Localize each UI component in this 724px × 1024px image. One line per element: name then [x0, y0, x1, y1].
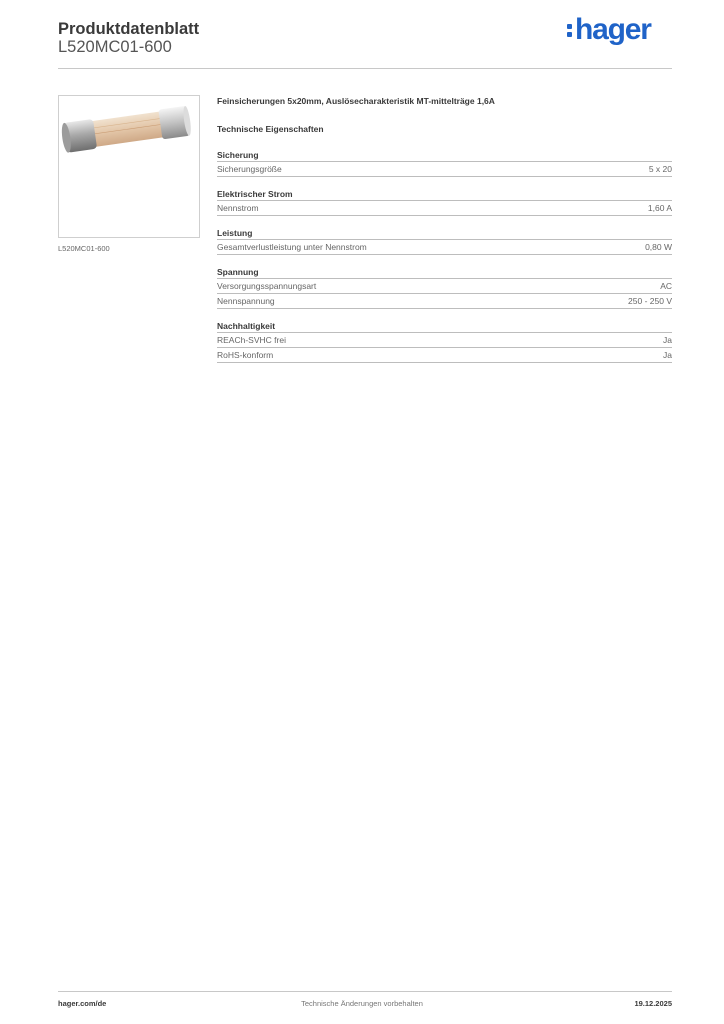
table-row — [217, 279, 672, 294]
row-value: Ja — [663, 335, 672, 345]
table-row — [217, 294, 672, 309]
header-divider — [58, 68, 672, 69]
row-label: Nennspannung — [217, 296, 275, 306]
group-title: Nachhaltigkeit — [217, 321, 672, 333]
footer-notice: Technische Änderungen vorbehalten — [301, 999, 423, 1008]
group-title: Spannung — [217, 267, 672, 279]
row-label: RoHS-konform — [217, 350, 274, 360]
footer-website-link[interactable]: hager.com/de — [58, 999, 107, 1008]
section-title: Technische Eigenschaften — [217, 124, 324, 134]
row-value: AC — [660, 281, 672, 291]
product-code: L520MC01-600 — [58, 38, 172, 56]
row-value: 1,60 A — [647, 203, 672, 213]
image-caption: L520MC01-600 — [58, 244, 110, 253]
table-row — [217, 240, 672, 255]
table-row — [217, 348, 672, 363]
row-label: Versorgungsspannungsart — [217, 281, 317, 291]
logo-dots-icon — [567, 20, 573, 38]
group-spannung — [217, 267, 672, 309]
product-details — [217, 96, 672, 375]
group-title: Leistung — [217, 228, 672, 240]
group-nachhaltigkeit — [217, 321, 672, 363]
product-image-frame — [58, 95, 200, 238]
brand-logo — [567, 13, 651, 47]
row-label: Nennstrom — [217, 203, 259, 213]
group-title: Elektrischer Strom — [217, 189, 672, 201]
footer-divider — [58, 991, 672, 992]
group-title: Sicherung — [217, 150, 672, 162]
group-sicherung — [217, 150, 672, 177]
table-row — [217, 333, 672, 348]
page-title: Produktdatenblatt — [58, 20, 200, 38]
group-leistung — [217, 228, 672, 255]
row-value: 250 - 250 V — [628, 296, 672, 306]
logo-text: hager — [575, 13, 651, 46]
fuse-icon — [59, 96, 199, 237]
table-row — [217, 201, 672, 216]
group-elektrischer-strom — [217, 189, 672, 216]
row-value: 0,80 W — [645, 242, 672, 252]
row-value: Ja — [663, 350, 672, 360]
row-label: Sicherungsgröße — [217, 164, 282, 174]
table-row — [217, 162, 672, 177]
row-label: Gesamtverlustleistung unter Nennstrom — [217, 242, 367, 252]
footer-date: 19.12.2025 — [634, 999, 672, 1008]
row-value: 5 x 20 — [648, 164, 672, 174]
row-label: REACh-SVHC frei — [217, 335, 286, 345]
product-description: Feinsicherungen 5x20mm, Auslösecharakteristik MT-mittelträge 1,6A — [217, 96, 495, 106]
